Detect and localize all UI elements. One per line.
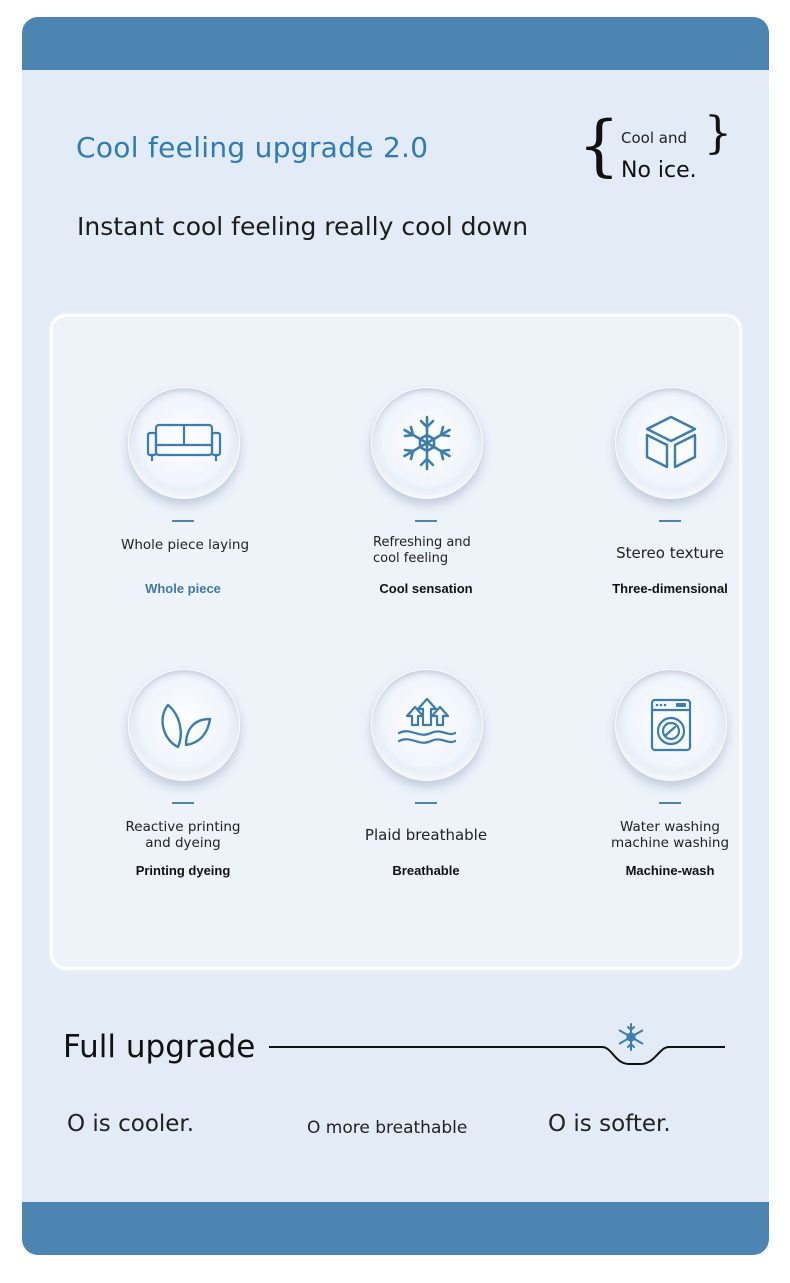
feature-sub: Three-dimensional: [612, 581, 728, 596]
main-card: [22, 17, 769, 1255]
leaf-icon: [144, 685, 224, 765]
feature-label: Refreshing and cool feeling: [373, 535, 471, 566]
divider-dash: [415, 802, 437, 804]
page-title: Cool feeling upgrade 2.0: [76, 131, 429, 164]
page-subtitle: Instant cool feeling really cool down: [77, 212, 529, 241]
stat-cooler: O is cooler.: [67, 1111, 195, 1137]
right-brace-decoration: }: [704, 108, 732, 159]
stat-softer: O is softer.: [548, 1111, 671, 1137]
feature-bubble: [371, 669, 483, 781]
feature-label: Whole piece laying: [120, 537, 250, 553]
cube-icon: [631, 403, 711, 483]
divider-dash: [415, 520, 437, 522]
feature-label: Stereo texture: [616, 544, 724, 562]
washing-machine-icon: [631, 685, 711, 765]
feature-bubble: [128, 387, 240, 499]
wave-divider: [267, 1020, 727, 1080]
features-panel: [50, 314, 742, 970]
feature-sub: Printing dyeing: [135, 863, 231, 878]
feature-sub: Machine-wash: [625, 863, 715, 878]
sofa-icon: [144, 403, 224, 483]
badge-line-2: No ice.: [621, 158, 697, 183]
badge-line-1: Cool and: [621, 129, 687, 147]
feature-bubble: [371, 387, 483, 499]
feature-bubble: [128, 669, 240, 781]
divider-dash: [172, 520, 194, 522]
feature-cool-sensation: [321, 387, 531, 617]
top-bar: [22, 17, 769, 70]
snowflake-icon: [620, 1024, 643, 1050]
feature-three-dimensional: [565, 387, 769, 617]
full-upgrade-heading: Full upgrade: [63, 1029, 256, 1065]
divider-dash: [659, 802, 681, 804]
feature-sub: Breathable: [392, 863, 460, 878]
left-brace-decoration: {: [578, 107, 620, 184]
feature-sub: Cool sensation: [379, 581, 473, 596]
feature-label: Reactive printing and dyeing: [125, 819, 241, 851]
stat-breathable: O more breathable: [307, 1118, 468, 1138]
divider-dash: [659, 520, 681, 522]
divider-dash: [172, 802, 194, 804]
feature-machine-wash: [565, 669, 769, 899]
bottom-bar: [22, 1202, 769, 1255]
snowflake-icon: [387, 403, 467, 483]
feature-breathable: [321, 669, 531, 899]
feature-bubble: [615, 669, 727, 781]
feature-bubble: [615, 387, 727, 499]
feature-printing-dyeing: [78, 669, 288, 899]
feature-label: Plaid breathable: [364, 826, 488, 844]
breathable-arrows-icon: [387, 685, 467, 765]
feature-sub: Whole piece: [145, 581, 221, 596]
feature-label: Water washing machine washing: [610, 819, 730, 851]
feature-whole-piece: [78, 387, 288, 617]
